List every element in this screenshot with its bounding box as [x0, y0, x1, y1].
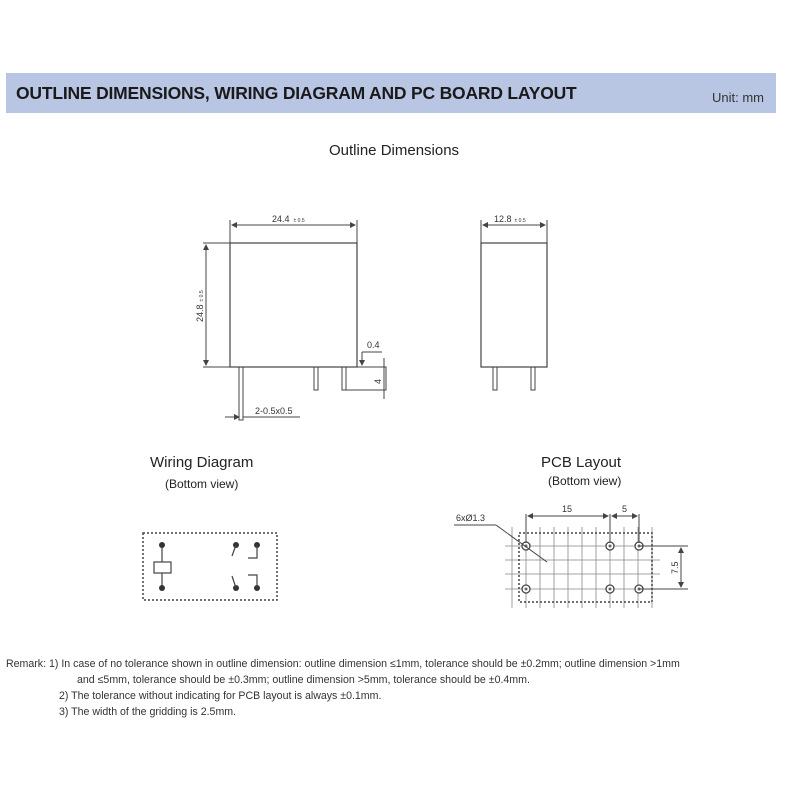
coil-symbol	[154, 562, 171, 573]
unit-label: Unit: mm	[712, 90, 764, 105]
wiring-diagram-title: Wiring Diagram	[150, 454, 254, 471]
pcb-layout	[454, 504, 688, 608]
height-dimension-label: 24.8± 0.5	[195, 290, 205, 322]
width-dimension-label: 24.4 ± 0.5	[272, 214, 305, 224]
spacing-5-label: 5	[622, 504, 628, 514]
front-view	[195, 214, 386, 420]
depth-dimension-label: 12.8 ± 0.5	[494, 214, 526, 224]
side-view	[481, 214, 547, 390]
pin-thickness-label: 0.4	[367, 340, 380, 350]
section-title: OUTLINE DIMENSIONS, WIRING DIAGRAM AND PC BOARD LAYOUT	[16, 83, 577, 103]
row-spacing-label: 7.5	[670, 561, 680, 574]
wiring-diagram-subtitle: (Bottom view)	[165, 477, 239, 491]
pcb-layout-subtitle: (Bottom view)	[548, 474, 622, 488]
spacing-15-label: 15	[562, 504, 573, 514]
remark-2: 2) The tolerance without indicating for PCB layout is always ±0.1mm.	[59, 690, 382, 702]
pin-length-label: 4	[373, 378, 383, 384]
remark-3: 3) The width of the gridding is 2.5mm.	[59, 706, 237, 718]
remark-1: Remark: 1) In case of no tolerance shown in outline dimension: outline dimension ≤1mm, tolerance should be ±0.2mm; outline dimension >1mm	[6, 658, 680, 670]
outline-dimensions-title: Outline Dimensions	[329, 142, 460, 159]
remarks	[6, 656, 680, 720]
pin-section-label: 2-0.5x0.5	[255, 406, 293, 416]
pcb-layout-title: PCB Layout	[541, 454, 622, 471]
holes-label: 6xØ1.3	[456, 513, 486, 523]
remark-1-cont: and ≤5mm, tolerance should be ±0.3mm; outline dimension >5mm, tolerance should be ±0.4mm.	[77, 674, 530, 686]
wiring-diagram	[143, 533, 277, 600]
